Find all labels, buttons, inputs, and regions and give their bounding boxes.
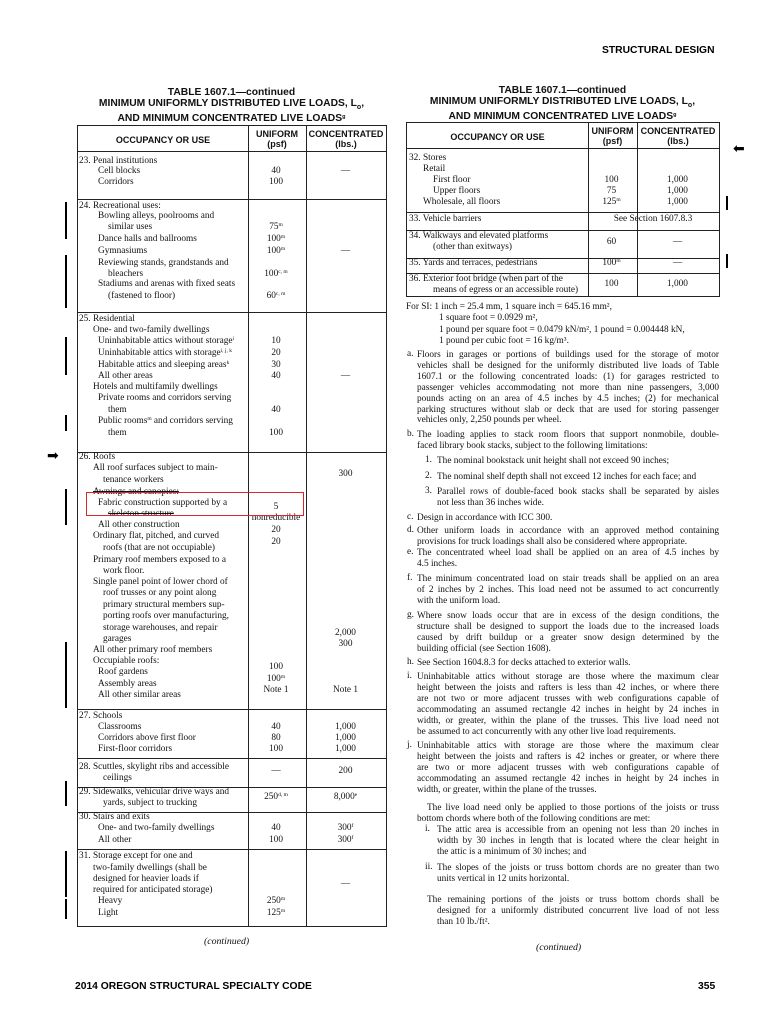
footnote-label: i. — [407, 671, 412, 681]
occupancy-line: storage warehouses, and repair — [103, 623, 218, 633]
uniform-load-value: 30 — [271, 360, 281, 370]
footnote-label: a. — [407, 349, 414, 359]
occupancy-line: Light — [98, 908, 119, 918]
revision-bar — [65, 255, 67, 308]
footnote-text: The minimum concentrated load on stair treads shall be applied on an area of 2 inches by 2 inches. This load need not be assumed to act concurrently with the uniform load. — [417, 574, 719, 606]
footnote-b-item-label: 1. — [425, 455, 432, 465]
uniform-load-value: 40 — [271, 722, 281, 732]
footnote-text: The loading applies to stack room floors that support nonmobile, double- faced library book stacks, subject to the following limitations: — [417, 430, 719, 451]
col-header-occupancy: OCCUPANCY OR USE — [450, 132, 545, 142]
occupancy-line: 28. Scuttles, skylight ribs and accessible — [79, 762, 230, 772]
occupancy-line: Assembly areas — [98, 679, 157, 689]
uniform-load-value: 125$^m$ — [602, 197, 621, 207]
occupancy-line: Awnings and canopies: — [93, 487, 179, 497]
uniform-load-value: 100 — [269, 662, 283, 672]
table-title-line-1: TABLE 1607.1—continued — [498, 85, 627, 96]
table-title-left — [77, 87, 386, 124]
footnote-label: f. — [407, 573, 413, 583]
concentrated-load-value: — — [340, 246, 351, 256]
concentrated-load-value: 300 — [338, 469, 353, 479]
col-header-uniform: UNIFORM (psf) — [591, 126, 634, 146]
footnote-label: g. — [407, 610, 414, 620]
occupancy-line: Roof gardens — [98, 667, 148, 677]
revision-bar — [65, 489, 67, 525]
occupancy-line: 30. Stairs and exits — [79, 812, 150, 822]
revision-bar — [65, 415, 67, 431]
revision-bar — [65, 851, 67, 897]
concentrated-load-value: 200 — [338, 766, 353, 776]
footnote-text: See Section 1604.8.3 for decks attached to exterior walls. — [417, 658, 631, 668]
occupancy-line: Uninhabitable attics with storage$^{i, j, k}$ — [98, 348, 232, 358]
occupancy-line: Single panel point of lower chord of — [93, 577, 228, 587]
table-title-line-1: TABLE 1607.1—continued — [167, 87, 296, 98]
occupancy-line: 23. Penal institutions — [79, 156, 158, 166]
uniform-load-value: 100 — [269, 835, 283, 845]
footnote-text: Where snow loads occur that are in excess of the design conditions, the structure shall be designed to support the loads due to the increased loads caused by drift buildup or a greater snow design determined by the building official (see Section 1608). — [417, 611, 719, 654]
occupancy-line: Private rooms and corridors serving — [98, 393, 232, 403]
occupancy-line: Retail — [423, 164, 446, 174]
footnote-text: Uninhabitable attics with storage are those where the maximum clear height between the joists and rafters is 42 inches or greater, or where there are two or more adjacent trusses with web configurations capable of accommodating an assumed rectangle 42 inches in height by 24 inches in width, or greater, within the plane of the trusses. — [417, 741, 719, 795]
live-load-table-right — [406, 122, 720, 297]
spanning-load-value: See Section 1607.8.3 — [613, 214, 693, 224]
deletion-arrow-icon: ⬅ — [733, 141, 745, 157]
occupancy-line: Corridors above first floor — [98, 733, 196, 743]
occupancy-line: 35. Yards and terraces, pedestrians — [409, 258, 538, 268]
occupancy-line: All roof surfaces subject to main- — [93, 463, 218, 473]
footnote-j-paragraph: The live load need only be applied to those portions of the joists or truss bottom chords where both of the following conditions are met: — [417, 803, 719, 824]
occupancy-line: First-floor corridors — [98, 744, 173, 754]
footnote-b-item-label: 2. — [425, 471, 432, 481]
occupancy-line: primary structural members sup- — [103, 600, 225, 610]
occupancy-line: required for anticipated storage) — [93, 885, 213, 895]
concentrated-load-value: 300$^f$ — [337, 823, 354, 833]
occupancy-line: Ordinary flat, pitched, and curved — [93, 531, 219, 541]
footnote-label: d. — [407, 525, 414, 535]
revision-bar — [65, 899, 67, 919]
uniform-load-value: 40 — [271, 166, 281, 176]
occupancy-line: 26. Roofs — [79, 452, 116, 462]
col-header-concentrated: CONCENTRATED (lbs.) — [640, 126, 716, 146]
occupancy-line: All other — [98, 835, 132, 845]
occupancy-line: ceilings — [103, 773, 132, 783]
footnote-b-item-label: 3. — [425, 486, 432, 496]
occupancy-line: (other than exitways) — [433, 242, 512, 252]
table-title-line-3: AND MINIMUM CONCENTRATED LIVE LOADS$^g$ — [448, 111, 677, 123]
occupancy-line: 29. Sidewalks, vehicular drive ways and — [79, 787, 230, 797]
concentrated-load-value: Note 1 — [332, 685, 359, 695]
concentrated-load-value: 2,000 — [335, 628, 356, 638]
occupancy-line: Heavy — [98, 896, 123, 906]
revision-bar — [65, 781, 67, 806]
footnote-label: e. — [407, 547, 414, 557]
uniform-load-value: 100 — [269, 177, 283, 187]
uniform-load-value: 60$^{c, m}$ — [266, 291, 286, 301]
uniform-load-value: nonreducible — [251, 513, 301, 523]
occupancy-line: roof trusses or any point along — [103, 588, 217, 598]
uniform-load-value: 100$^m$ — [266, 246, 286, 256]
concentrated-load-value: — — [340, 879, 351, 889]
occupancy-line: roofs (that are not occupiable) — [103, 543, 216, 553]
uniform-load-value: 100$^m$ — [266, 674, 286, 684]
si-conversion-line: For SI: 1 inch = 25.4 mm, 1 square inch = 645.16 mm², — [406, 302, 612, 312]
page-number: 355 — [698, 981, 716, 992]
footnote-label: h. — [407, 657, 414, 667]
continued-label-left: (continued) — [204, 936, 250, 947]
uniform-load-value: 100 — [604, 175, 619, 185]
table-title-right — [406, 85, 719, 122]
revision-bar — [65, 337, 67, 375]
uniform-load-value: — — [271, 766, 281, 776]
footnote-b-item-text: Parallel rows of double-faced book stacks shall be separated by aisles not less than 36 inches wide. — [437, 487, 719, 508]
uniform-load-value: 60 — [606, 237, 617, 247]
footnote-text: Uninhabitable attics without storage are those where the maximum clear height between the joists and rafters is less than 42 inches, or where there are not two or more adjacent trusses with web configurations capable of accommodating an assumed rectangle 42 inches in height by 24 inches in width, or greater, within the plane of the trusses. This live load need not be assumed to act concurrently with any other live load requirements. — [417, 672, 719, 737]
concentrated-load-value: 1,000 — [667, 279, 688, 289]
footnote-j-closing: The remaining portions of the joists or truss bottom chords shall be designed for a uniformly distributed concurrent live load of not less than 10 lb./ft². — [427, 895, 719, 927]
uniform-load-value: 250$^m$ — [266, 896, 286, 906]
uniform-load-value: 125$^m$ — [266, 908, 286, 918]
revision-bar — [65, 642, 67, 708]
occupancy-line: (fastened to floor) — [108, 291, 176, 301]
col-header-concentrated: CONCENTRATED (lbs.) — [308, 129, 384, 149]
occupancy-line: All other areas — [98, 371, 153, 381]
uniform-load-value: 100$^m$ — [266, 234, 286, 244]
col-header-uniform: UNIFORM (psf) — [256, 129, 298, 149]
occupancy-line: Occupiable roofs: — [93, 656, 160, 666]
occupancy-line: bleachers — [108, 269, 144, 279]
concentrated-load-value: 300$^f$ — [337, 835, 354, 845]
occupancy-line: tenance workers — [103, 475, 164, 485]
occupancy-line: Habitable attics and sleeping areas$^k$ — [98, 360, 230, 370]
concentrated-load-value: 1,000 — [335, 733, 356, 743]
occupancy-line: All other similar areas — [98, 690, 181, 700]
occupancy-line: porting roofs over manufacturing, — [103, 611, 229, 621]
occupancy-line: All other construction — [98, 520, 180, 530]
occupancy-line: Fabric construction supported by a — [98, 498, 228, 508]
uniform-load-value: 10 — [271, 336, 281, 346]
occupancy-line: Primary roof members exposed to a — [93, 555, 226, 565]
concentrated-load-value: — — [340, 371, 351, 381]
footnote-label: j. — [407, 740, 412, 750]
occupancy-line: Reviewing stands, grandstands and — [98, 258, 229, 268]
table-title-line-3: AND MINIMUM CONCENTRATED LIVE LOADS$^g$ — [117, 113, 346, 125]
uniform-load-value: 5 — [273, 502, 279, 512]
footnote-label: b. — [407, 429, 414, 439]
uniform-load-value: 100$^{c, m}$ — [264, 269, 288, 279]
occupancy-line: Classrooms — [98, 722, 142, 732]
occupancy-line: skeleton structure — [108, 509, 174, 519]
occupancy-line: 36. Exterior foot bridge (when part of the — [409, 274, 563, 284]
footnote-label: c. — [407, 512, 414, 522]
uniform-load-value: 20 — [271, 348, 281, 358]
revision-bar — [65, 202, 67, 239]
footnote-j-item-label: ii. — [425, 862, 433, 872]
occupancy-line: Gymnasiums — [98, 246, 148, 256]
occupancy-line: Uninhabitable attics without storage$^i$ — [98, 336, 235, 346]
uniform-load-value: 20 — [271, 525, 281, 535]
occupancy-line: two-family dwellings (shall be — [93, 863, 207, 873]
occupancy-line: One- and two-family dwellings — [98, 823, 215, 833]
si-conversion-line: 1 pound per square foot = 0.0479 kN/m², 1 pound = 0.004448 kN, — [439, 325, 685, 335]
occupancy-line: 24. Recreational uses: — [79, 201, 161, 211]
occupancy-line: First floor — [433, 175, 471, 185]
occupancy-line: One- and two-family dwellings — [93, 325, 210, 335]
occupancy-line: 34. Walkways and elevated platforms — [409, 231, 549, 241]
occupancy-line: them — [108, 405, 127, 415]
col-header-occupancy: OCCUPANCY OR USE — [115, 135, 211, 145]
concentrated-load-value: 1,000 — [667, 197, 688, 207]
uniform-load-value: 80 — [271, 733, 281, 743]
continued-label-right: (continued) — [536, 942, 582, 953]
footnote-b-item-text: The nominal shelf depth shall not exceed 12 inches for each face; and — [437, 472, 697, 482]
si-conversion-line: 1 square foot = 0.0929 m², — [439, 313, 538, 323]
footnote-b-item-text: The nominal bookstack unit height shall not exceed 90 inches; — [437, 456, 670, 466]
occupancy-line: garages — [103, 634, 132, 644]
footnote-text: Design in accordance with ICC 300. — [417, 513, 553, 523]
uniform-load-value: 250$^{d, m}$ — [264, 792, 288, 802]
occupancy-line: 32. Stores — [409, 153, 447, 163]
footnote-text: Floors in garages or portions of buildings used for the storage of motor vehicles shall be designed for the uniformly distributed live loads of Table 1607.1 or the following concentrated loads: (1) for garages restricted to passenger vehicles accommodating not more than nine passengers, 3,000 pounds acting on an area of 4.5 inches by 4.5 inches; (2) for mechanical parking structures without slab or deck that are used for storing passenger vehicles only, 2,250 pounds per wheel. — [417, 350, 719, 426]
occupancy-line: designed for heavier loads if — [93, 874, 199, 884]
occupancy-line: Upper floors — [433, 186, 481, 196]
uniform-load-value: 100 — [604, 279, 619, 289]
uniform-load-value: 100 — [269, 428, 283, 438]
footnote-j-item-label: i. — [425, 824, 430, 834]
uniform-load-value: 20 — [271, 537, 281, 547]
uniform-load-value: 40 — [271, 823, 281, 833]
concentrated-load-value: — — [340, 166, 351, 176]
running-header: STRUCTURAL DESIGN — [602, 45, 715, 56]
occupancy-line: 33. Vehicle barriers — [409, 214, 482, 224]
concentrated-load-value: 1,000 — [335, 744, 356, 754]
concentrated-load-value: 1,000 — [667, 186, 688, 196]
occupancy-line: Dance halls and ballrooms — [98, 234, 197, 244]
occupancy-line: Wholesale, all floors — [423, 197, 501, 207]
uniform-load-value: 75 — [606, 186, 617, 196]
deletion-arrow-icon: ➡ — [47, 448, 59, 464]
uniform-load-value: 100 — [269, 744, 283, 754]
footnote-text: The concentrated wheel load shall be applied on an area of 4.5 inches by 4.5 inches. — [417, 548, 719, 569]
occupancy-line: 27. Schools — [79, 711, 123, 721]
si-conversion-line: 1 pound per cubic foot = 16 kg/m³. — [439, 336, 569, 346]
uniform-load-value: 100$^m$ — [602, 258, 621, 268]
table-title-line-2: MINIMUM UNIFORMLY DISTRIBUTED LIVE LOADS, $L_o$, — [98, 98, 365, 112]
occupancy-line: means of egress or an accessible route) — [433, 285, 579, 295]
concentrated-load-value: 1,000 — [667, 175, 688, 185]
occupancy-line: All other primary roof members — [93, 645, 213, 655]
occupancy-line: similar uses — [108, 222, 153, 232]
book-title-footer: 2014 OREGON STRUCTURAL SPECIALTY CODE — [75, 981, 312, 992]
revision-bar — [726, 196, 728, 210]
concentrated-load-value: 8,000e — [333, 792, 358, 802]
occupancy-line: Bowling alleys, poolrooms and — [98, 211, 215, 221]
uniform-load-value: 75$^m$ — [269, 222, 283, 232]
occupancy-line: 31. Storage except for one and — [79, 851, 193, 861]
table-title-line-2: MINIMUM UNIFORMLY DISTRIBUTED LIVE LOADS, $L_o$, — [429, 96, 696, 110]
uniform-load-value: 40 — [271, 405, 281, 415]
concentrated-load-value: — — [672, 258, 683, 268]
footnote-j-item-text: The attic area is accessible from an opening not less than 20 inches in width by 30 inches in length that is located where the clear height in the attic is a minimum of 30 inches; and — [437, 825, 719, 857]
occupancy-line: them — [108, 428, 127, 438]
occupancy-line: Public rooms$^m$ and corridors serving — [98, 416, 233, 426]
occupancy-line: Cell blocks — [98, 166, 141, 176]
revision-bar — [726, 254, 728, 268]
occupancy-line: Hotels and multifamily dwellings — [93, 382, 218, 392]
concentrated-load-value: 1,000 — [335, 722, 356, 732]
occupancy-line: 25. Residential — [79, 314, 135, 324]
uniform-load-value: 40 — [271, 371, 281, 381]
occupancy-line: yards, subject to trucking — [103, 798, 197, 808]
occupancy-line: Corridors — [98, 177, 134, 187]
concentrated-load-value: 300 — [338, 639, 353, 649]
occupancy-line: Stadiums and arenas with fixed seats — [98, 279, 236, 289]
footnote-text: Other uniform loads in accordance with an approved method containing provisions for truck loadings shall also be considered where appropriate. — [417, 526, 719, 547]
concentrated-load-value: — — [672, 237, 683, 247]
footnote-j-item-text: The slopes of the joists or truss bottom chords are no greater than two units vertical in 12 units horizontal. — [437, 863, 719, 884]
occupancy-line: work floor. — [103, 566, 145, 576]
uniform-load-value: Note 1 — [263, 685, 289, 695]
highlight-box — [86, 492, 304, 516]
